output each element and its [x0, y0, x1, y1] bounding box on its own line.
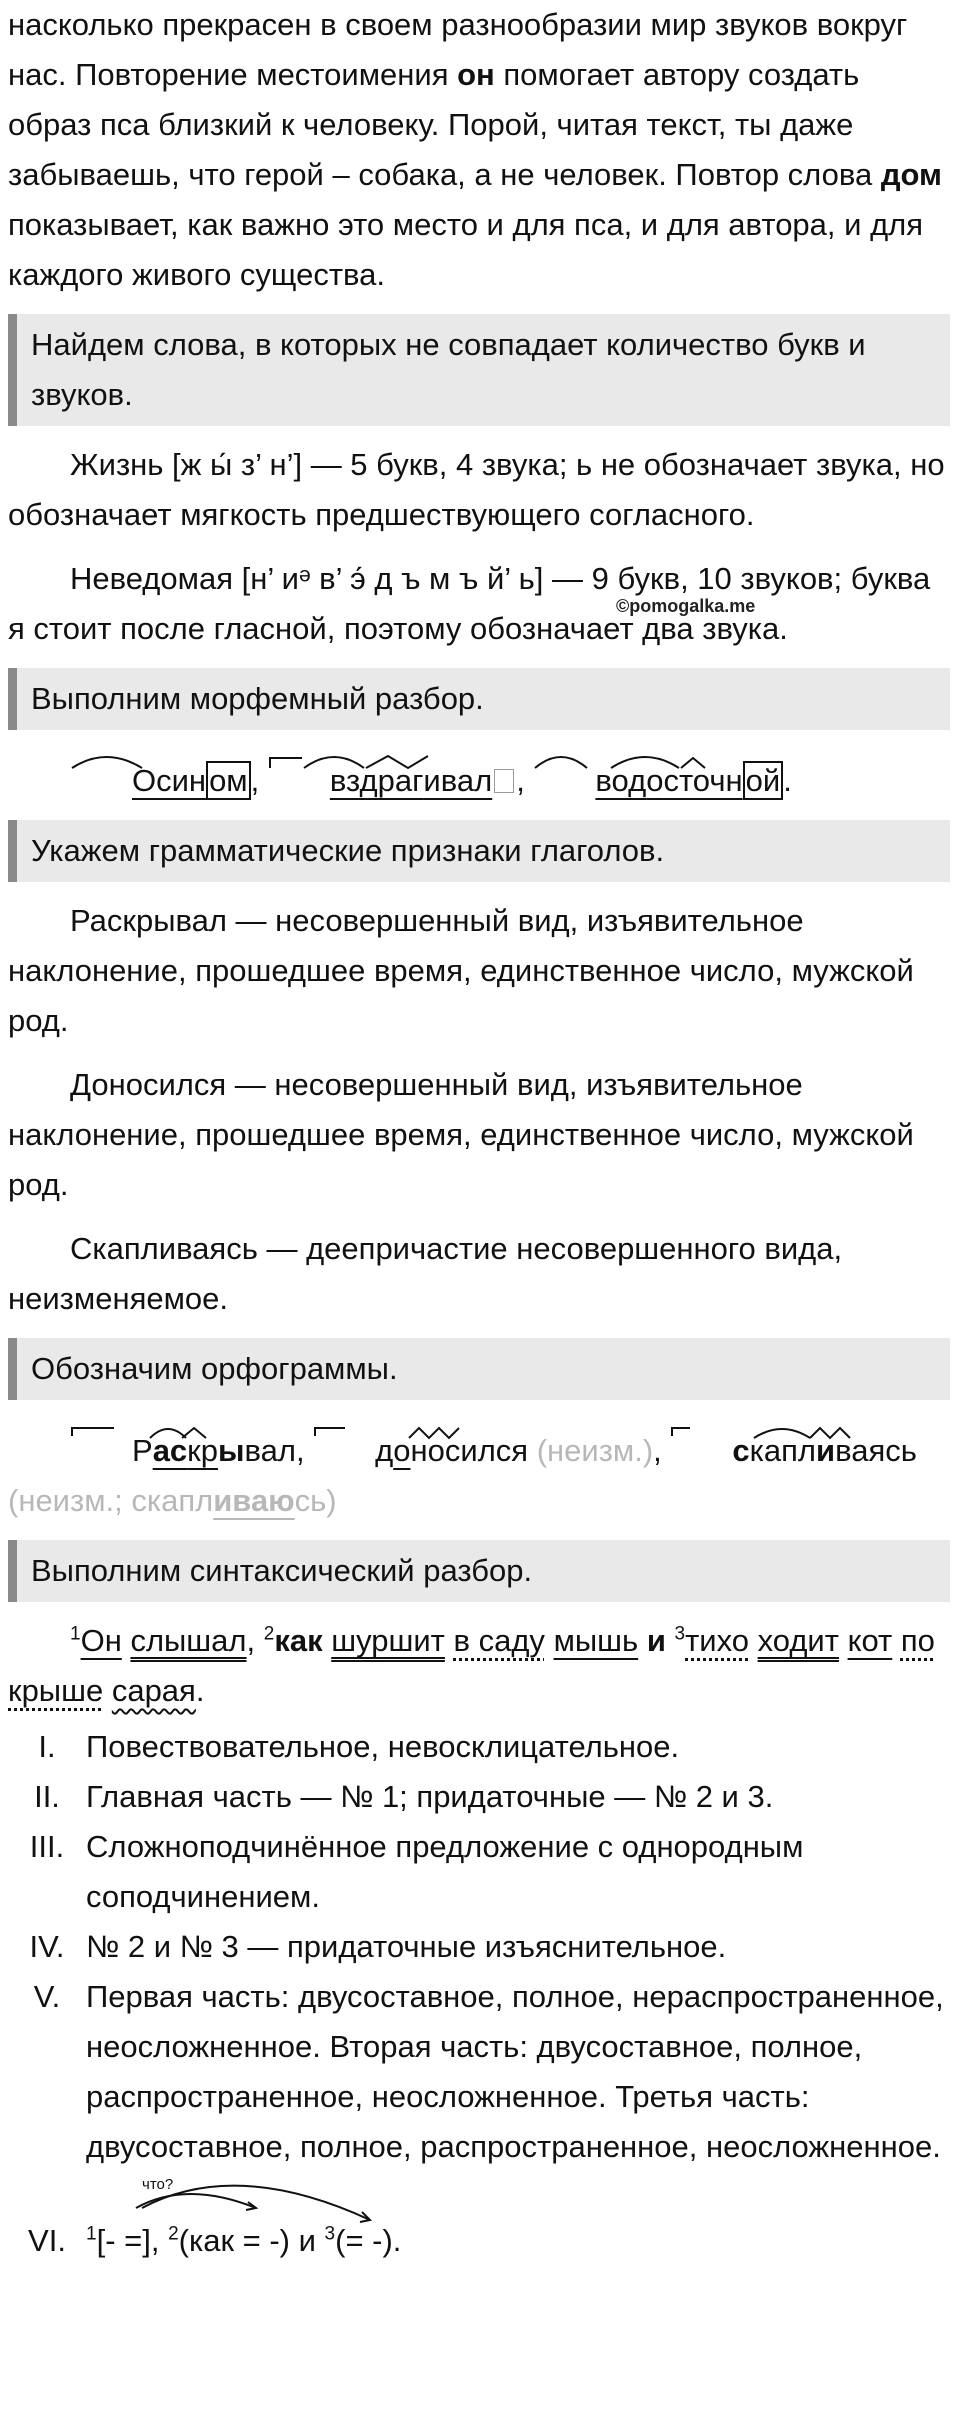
morph-ending: ом [206, 761, 251, 800]
ortho-letters: ваясь [835, 1433, 917, 1468]
morph-suffix: ивал [423, 763, 493, 798]
ortho-note: сь) [294, 1483, 337, 1518]
list-text: № 2 и № 3 — придаточные изъяснительное. [86, 1929, 727, 1964]
ortho-marks-icon [670, 1422, 880, 1442]
section-header-syntax [8, 1540, 950, 1602]
ortho-letters: д [375, 1433, 394, 1468]
intro-text-1: насколько прекрасен в своем разнообразии мир звуков вокруг нас. Повторение местоимения [8, 7, 908, 92]
morph-word-vzdragival [268, 756, 516, 806]
list-number: III. [29, 1829, 65, 1864]
subject: кот [847, 1623, 893, 1658]
orthography-paragraph [8, 1414, 950, 1526]
comma: , [653, 1433, 671, 1468]
clause-number: 3 [324, 2223, 336, 2245]
ortho-word-raskryval [70, 1426, 296, 1476]
morph-root: драг [359, 763, 424, 798]
section-header-text: Укажем грамматические признаки глаголов. [31, 833, 665, 868]
morph-root: вод [595, 763, 647, 798]
list-item [8, 1722, 950, 1772]
subject: мышь [553, 1623, 639, 1658]
ortho-letters: в [244, 1433, 261, 1468]
grammar-paragraph-3: Скапливаясь — деепричастие несовершенного вида, неизменяемое. [8, 1231, 843, 1316]
grammar-paragraph-2: Доносился — несовершенный вид, изъявительное наклонение, прошедшее время, единственное число, мужской род. [8, 1067, 914, 1202]
list-item [8, 1922, 950, 1972]
period: . [195, 1673, 205, 1708]
conjunction: и [646, 1623, 666, 1658]
intro-text-2: помогает автору создать образ пса близкий к человеку. Порой, читая текст, ты даже забываешь, что герой – собака, а не человек. Повтор слова [8, 57, 881, 192]
conjunction: как [274, 1623, 323, 1658]
section-header-text: Выполним морфемный разбор. [31, 681, 484, 716]
scheme-question: что? [142, 2176, 174, 2193]
sentence-scheme [86, 2176, 950, 2266]
morph-marks-icon [268, 750, 458, 772]
list-text: Повествовательное, невосклицательное. [86, 1729, 680, 1764]
morph-root: Осин [132, 763, 207, 798]
list-item-scheme [8, 2176, 950, 2266]
morph-ending: ой [743, 761, 784, 800]
morph-connector: о [646, 763, 664, 798]
predicate: шуршит [331, 1623, 445, 1658]
root-arc-icon [70, 752, 202, 772]
morphemic-line [8, 744, 950, 806]
ortho-letters: Р [132, 1433, 153, 1468]
zero-ending-box [494, 769, 514, 793]
ortho-letters: а [260, 1433, 278, 1468]
section-header-grammar [8, 820, 950, 882]
list-number: VI. [28, 2223, 66, 2258]
ortho-highlight: ас [152, 1433, 188, 1468]
attribute: сарая [111, 1673, 196, 1708]
predicate: ходит [757, 1623, 839, 1658]
phonetic-paragraph-2: Неведомая [н’ иᵊ в’ э́ д ъ м ъ й’ ь] — 9 букв, 10 звуков; буква я стоит после гласной, поэтому обозначает два звука. [8, 561, 931, 646]
comma: , [516, 763, 534, 798]
section-header-text: Выполним синтаксический разбор. [31, 1553, 533, 1588]
list-item [8, 1772, 950, 1822]
ortho-letters: капл [749, 1433, 817, 1468]
comma: , [295, 1433, 314, 1468]
list-text: Первая часть: двусоставное, полное, нераспространенное, неосложненное. Вторая часть: двусоставное, полное, распространенное, неосложненное. Третья часть: двусоставное, полное, распространенное, неосложненное. [86, 1979, 944, 2164]
comma: , [250, 763, 268, 798]
section-header-text: Найдем слова, в которых не совпадает количество букв и звуков. [31, 327, 866, 412]
ortho-marks-icon [70, 1422, 250, 1442]
ortho-letters: кр [187, 1433, 218, 1468]
section-header-orthography [8, 1338, 950, 1400]
ortho-highlight: о [393, 1433, 411, 1468]
ortho-letters: носился [410, 1433, 529, 1468]
list-number: II. [34, 1779, 60, 1814]
comma: , [246, 1623, 264, 1658]
list-number: IV. [29, 1929, 65, 1964]
clause-number: 2 [263, 1623, 275, 1645]
list-number: V. [33, 1979, 61, 2014]
morph-prefix: вз [329, 763, 360, 798]
list-text: Главная часть — № 1; придаточные — № 2 и 3. [86, 1779, 774, 1814]
adverbial: тихо [685, 1623, 749, 1658]
adverbial: в саду [453, 1623, 545, 1658]
ortho-highlight: и [816, 1433, 836, 1468]
predicate: слышал [130, 1623, 247, 1658]
ortho-note: (неизм.; скапл [8, 1483, 214, 1518]
ortho-note: (неизм.) [536, 1433, 654, 1468]
clause-number: 2 [168, 2223, 179, 2245]
morph-word-osinom [70, 756, 251, 806]
section-header-text: Обозначим орфограммы. [31, 1351, 398, 1386]
ortho-highlight: ы [217, 1433, 245, 1468]
intro-text-3: показывает, как важно это место и для пса, и для автора, и для каждого живого существа. [8, 207, 924, 292]
scheme-part: [- =], [96, 2223, 169, 2258]
phonetic-paragraph-1: Жизнь [ж ы́ з’ н’] — 5 букв, 4 звука; ь не обозначает звука, но обозначает мягкость предшествующего согласного. [8, 447, 945, 532]
intro-paragraph [8, 0, 950, 300]
period: . [783, 763, 792, 798]
scheme-part: (как = -) и [178, 2223, 325, 2258]
ortho-note-highlight: иваю [213, 1483, 295, 1518]
clause-number: 1 [86, 2223, 97, 2245]
clause-number: 1 [70, 1623, 81, 1645]
ortho-letters: л [277, 1433, 296, 1468]
intro-bold-dom: дом [880, 157, 942, 192]
ortho-word-skaplivayas [670, 1426, 916, 1476]
ortho-marks-icon [313, 1422, 493, 1442]
section-header-phonetic [8, 314, 950, 426]
intro-bold-on: он [457, 57, 495, 92]
grammar-paragraph-1: Раскрывал — несовершенный вид, изъявительное наклонение, прошедшее время, единственное число, мужской род. [8, 903, 914, 1038]
morph-suffix: н [725, 763, 743, 798]
subject: Он [80, 1623, 122, 1658]
ortho-word-donosilsya [313, 1426, 528, 1476]
morph-root: сточ [663, 763, 726, 798]
adverbial: по крыше [8, 1623, 935, 1708]
syntax-analysis-list [8, 1722, 950, 2266]
scheme-arrows-icon [86, 2182, 386, 2242]
list-item [8, 1972, 950, 2172]
scheme-part: (= -). [335, 2223, 402, 2258]
clause-number: 3 [674, 1623, 686, 1645]
morph-word-vodostochnoy [533, 756, 783, 806]
morph-marks-icon [533, 750, 753, 772]
list-item [8, 1822, 950, 1922]
syntax-sentence [8, 1616, 950, 1716]
ortho-highlight: с [732, 1433, 750, 1468]
section-header-morphemic [8, 668, 950, 730]
list-number: I. [38, 1729, 56, 1764]
list-text: Сложноподчинённое предложение с однородным соподчинением. [86, 1829, 804, 1914]
watermark: ©pomogalka.me [616, 596, 756, 616]
